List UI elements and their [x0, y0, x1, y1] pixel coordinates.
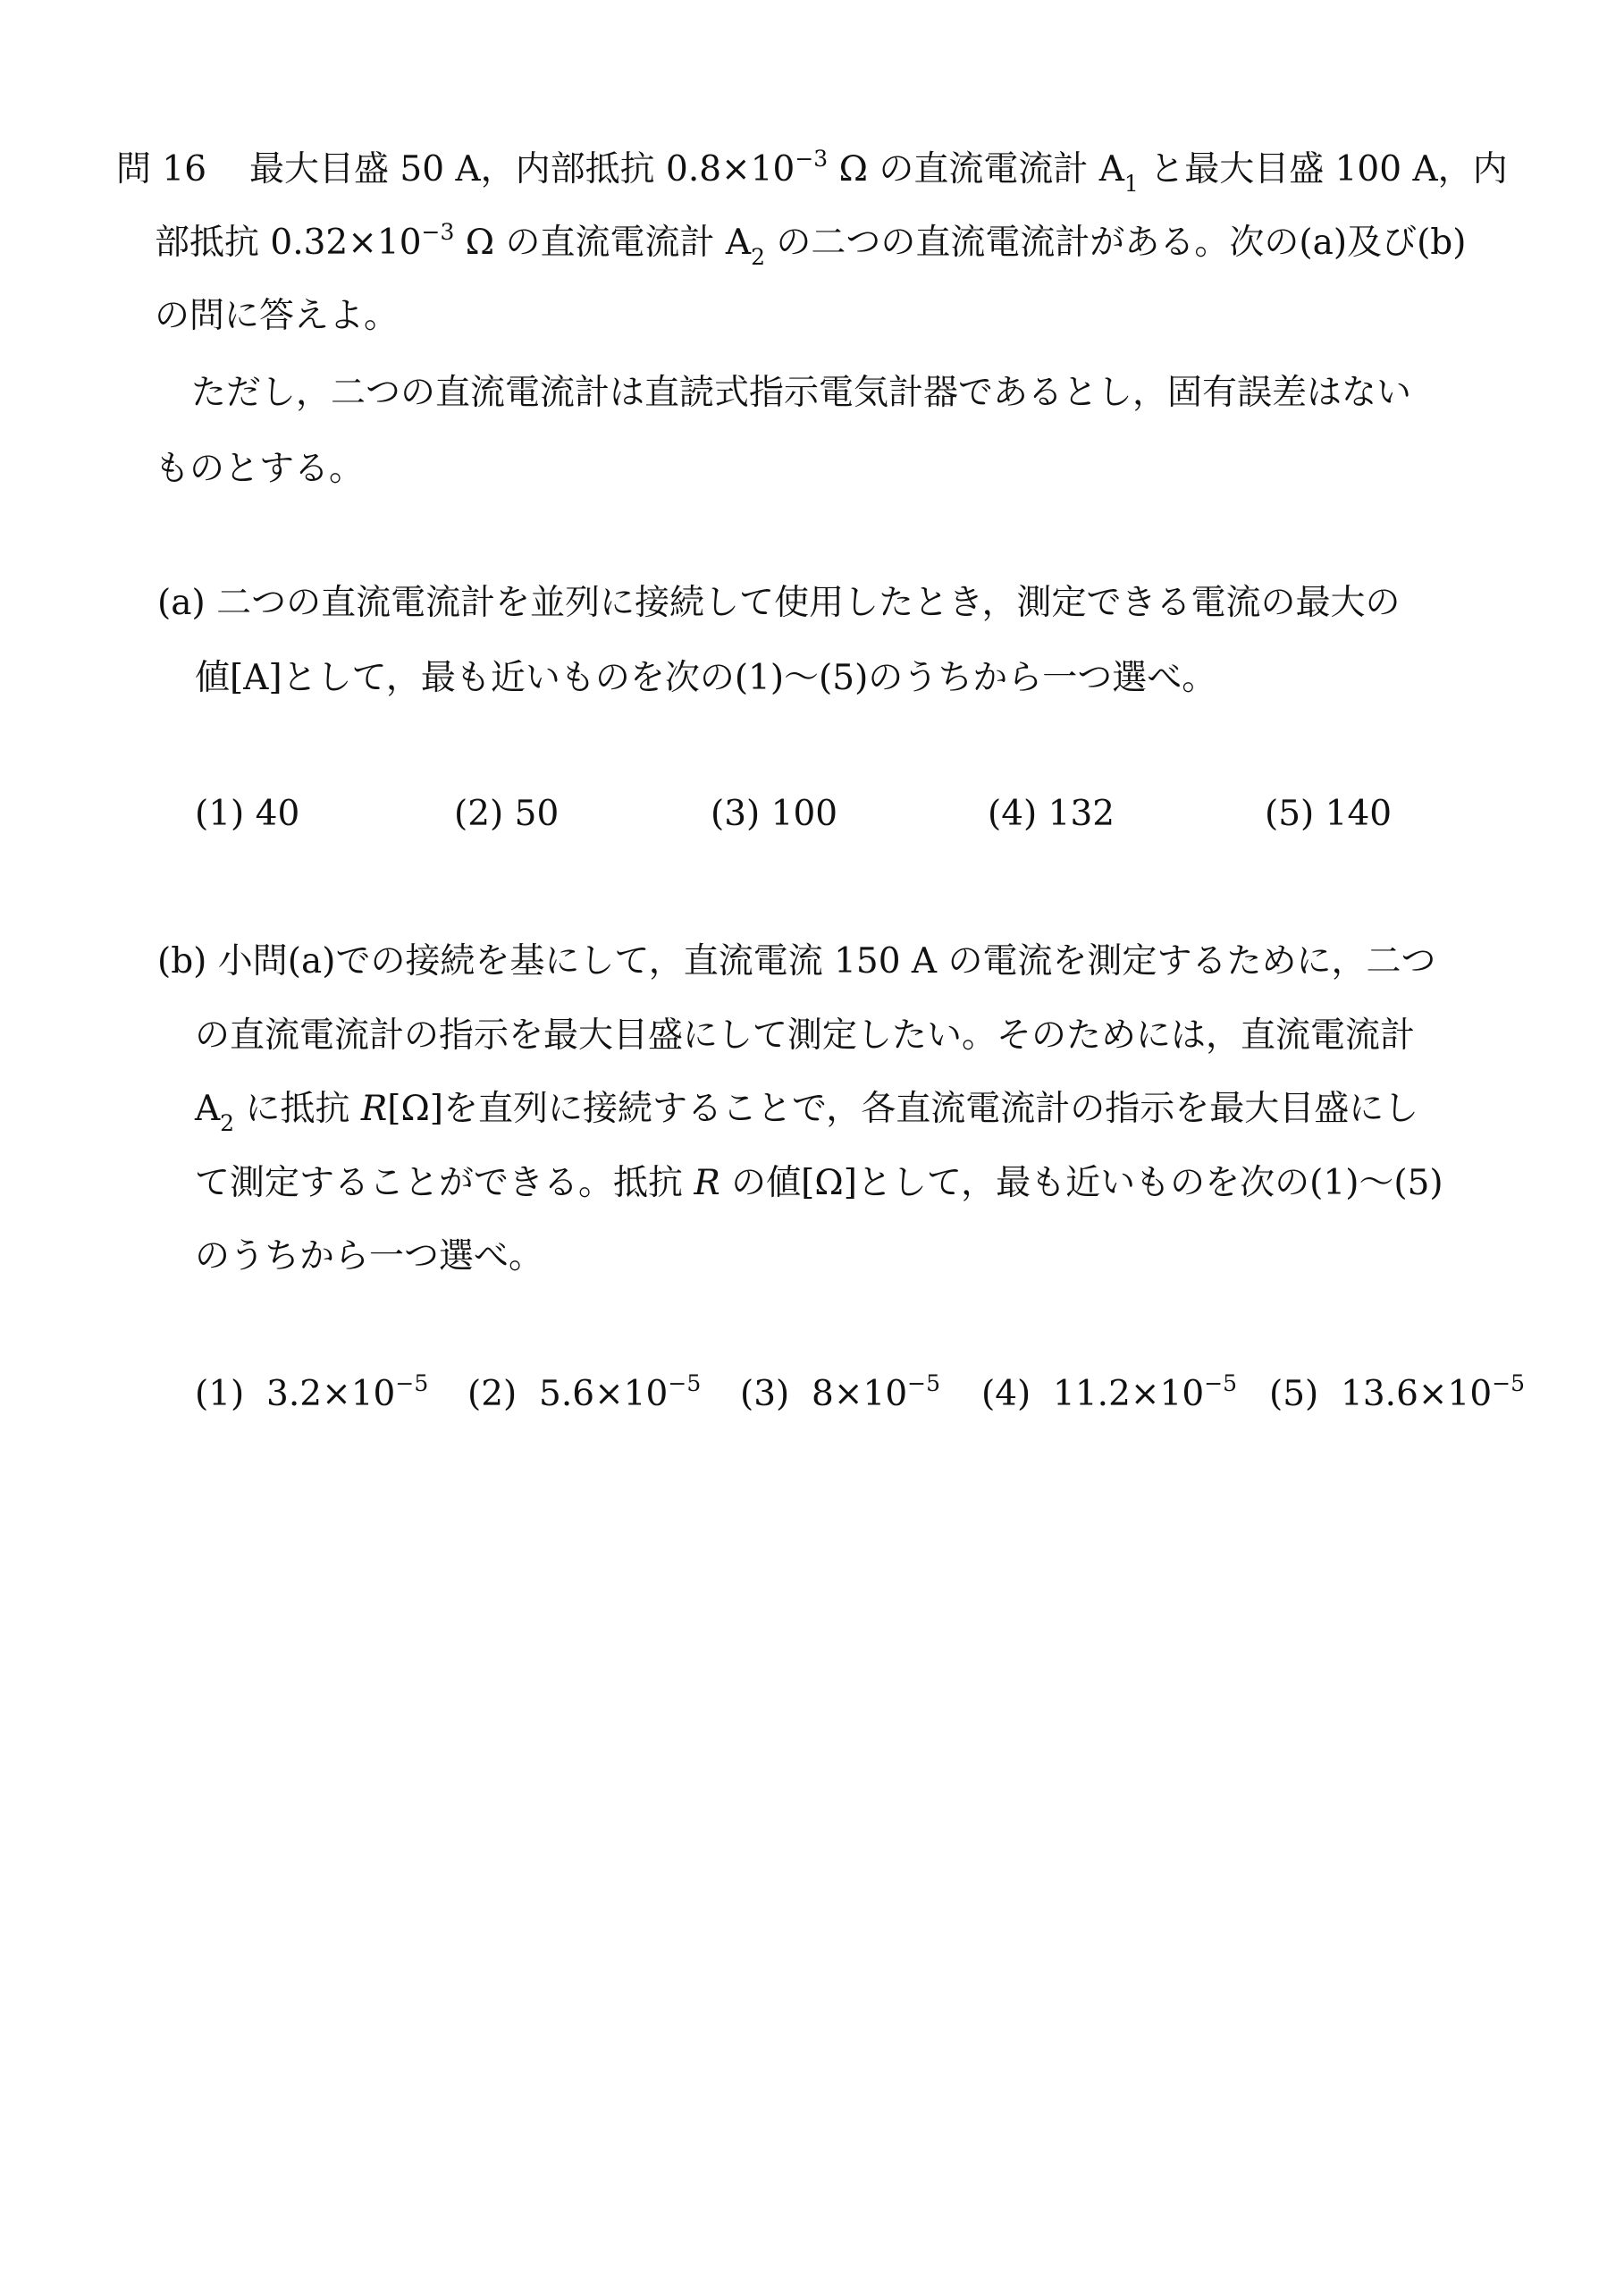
question-line-5: ものとする。	[155, 449, 365, 489]
part-a-line-1: (a) 二つの直流電流計を並列に接続して使用したとき，測定できる電流の最大の	[157, 583, 1401, 623]
question-line-1: 問 16 最大目盛 50 A，内部抵抗 $0.8\times 10^{-3}$ Ω の直流電流計 $A_1$ と最大目盛 100 A，内	[116, 146, 1508, 197]
part-b-line-2: の直流電流計の指示を最大目盛にして測定したい。そのためには，直流電流計	[195, 1015, 1416, 1056]
part-b-line-3: $A_2$ に抵抗 R[Ω]を直列に接続することで，各直流電流計の指示を最大目盛にし	[195, 1089, 1419, 1136]
part-a-choice-3: (3) 100	[711, 794, 838, 834]
part-a-choice-5: (5) 140	[1265, 794, 1393, 834]
part-a-choice-2: (2) 50	[454, 794, 560, 834]
part-a-choice-1: (1) 40	[195, 794, 300, 834]
part-b-choice-1: (1) $3.2\times 10^{-5}$	[195, 1370, 429, 1414]
part-b-choice-4: (4) $11.2\times 10^{-5}$	[981, 1370, 1238, 1414]
part-b-choice-5: (5) $13.6\times 10^{-5}$	[1269, 1370, 1526, 1414]
part-b-choice-2: (2) $5.6\times 10^{-5}$	[467, 1370, 702, 1414]
part-a-line-2: 値[A]として，最も近いものを次の(1)〜(5)のうちから一つ選べ。	[195, 658, 1217, 698]
question-line-4: ただし，二つの直流電流計は直読式指示電気計器であるとし，固有誤差はない	[191, 373, 1412, 413]
part-b-choice-3: (3) $8\times 10^{-5}$	[740, 1370, 941, 1414]
part-a-choice-4: (4) 132	[988, 794, 1115, 834]
variable-r: R	[694, 1163, 720, 1203]
part-b-line-4: て測定することができる。抵抗 R の値[Ω]として，最も近いものを次の(1)〜(5)	[195, 1163, 1443, 1203]
variable-r: R	[360, 1089, 388, 1129]
question-line-3: の問に答えよ。	[155, 296, 400, 336]
question-number: 問 16	[116, 149, 207, 190]
part-b-line-5: のうちから一つ選べ。	[195, 1236, 544, 1277]
question-line-2: 部抵抗 $0.32\times 10^{-3}$ Ω の直流電流計 $A_2$ の二つの直流電流計がある。次の(a)及び(b)	[155, 219, 1467, 270]
part-b-line-1: (b) 小問(a)での接続を基にして，直流電流 150 A の電流を測定するために，二つ	[157, 941, 1436, 982]
